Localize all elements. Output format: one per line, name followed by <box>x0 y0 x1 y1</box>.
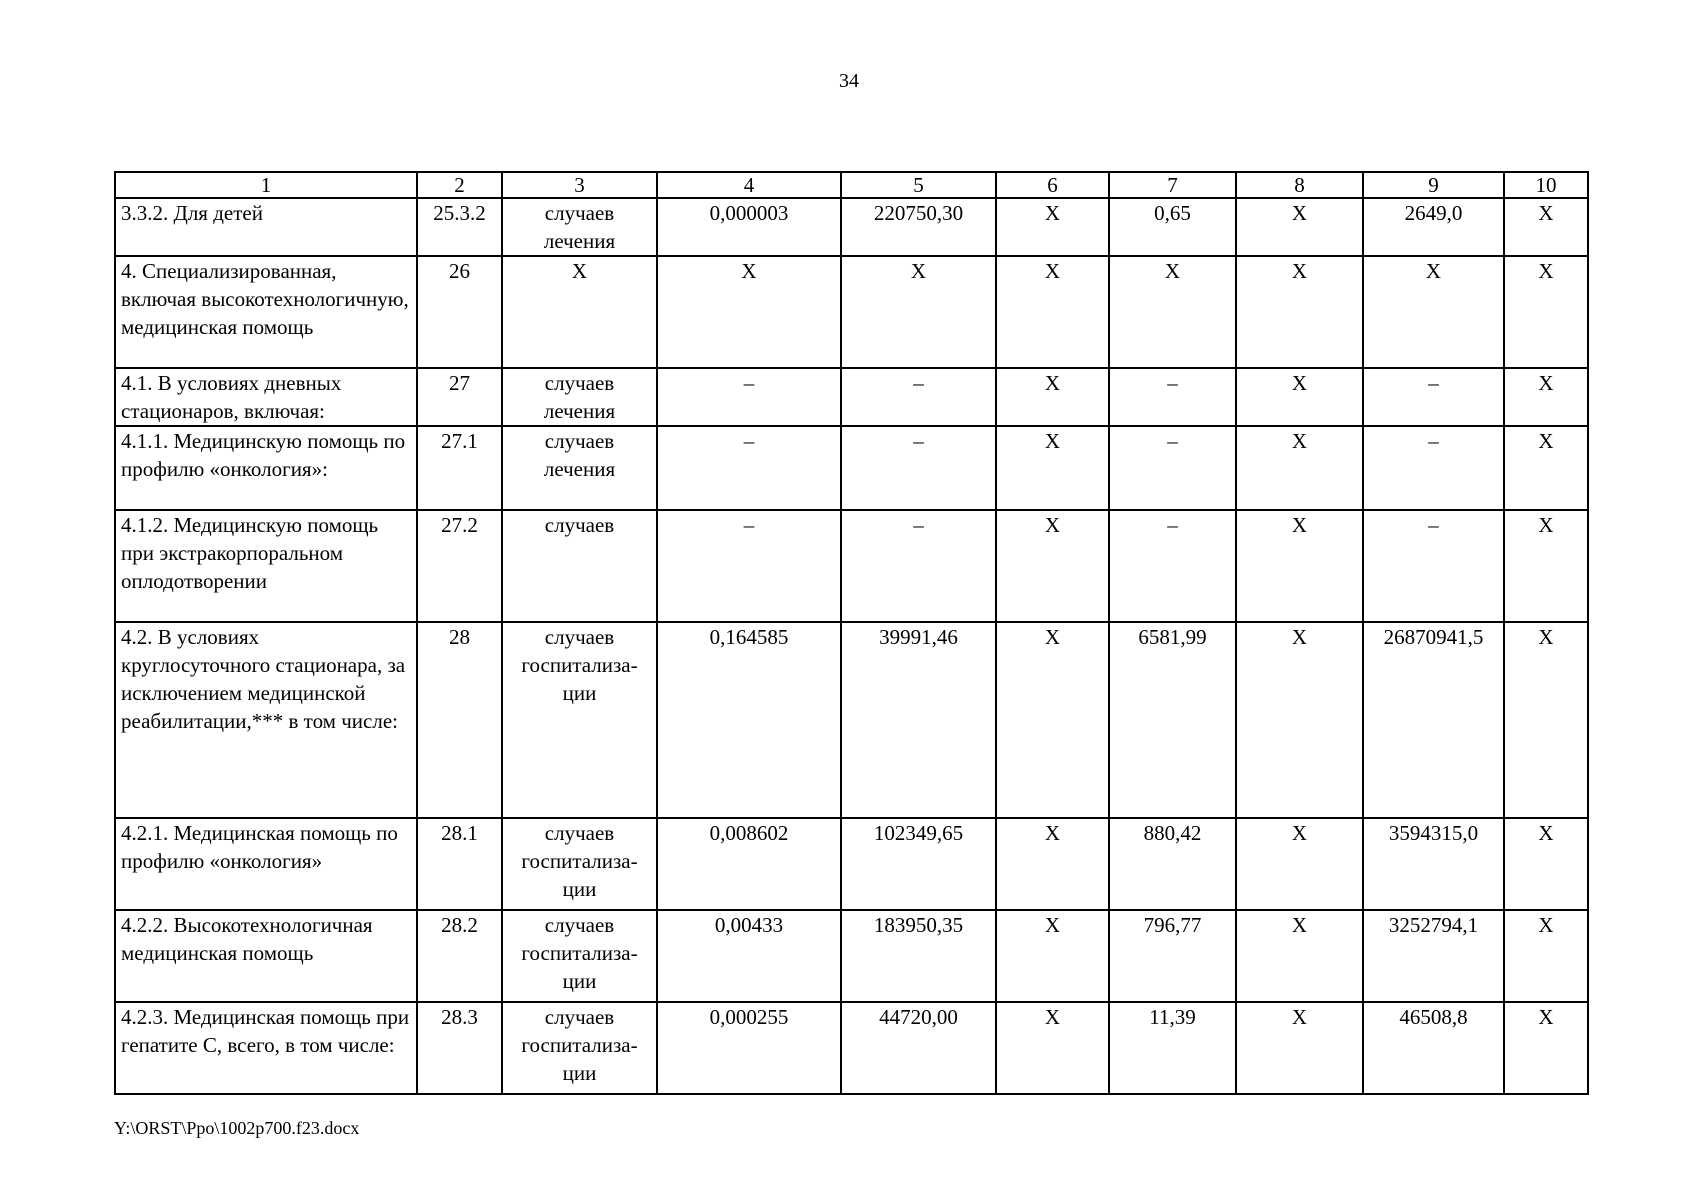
table-row <box>115 910 1588 1002</box>
table-cell: 102349,65 <box>841 818 996 910</box>
table-cell: Х <box>1236 256 1363 368</box>
row-label-cell: 3.3.2. Для детей <box>115 198 417 256</box>
table-cell: Х <box>1504 818 1588 910</box>
table-cell: Х <box>1504 426 1588 510</box>
table-cell: 2649,0 <box>1363 198 1504 256</box>
table-cell: – <box>657 426 841 510</box>
row-label-cell: 4.2.1. Медицинская помощь по профилю «онкология» <box>115 818 417 910</box>
table-row <box>115 426 1588 510</box>
table-cell: Х <box>1236 818 1363 910</box>
table-cell: Х <box>1504 256 1588 368</box>
table-cell: Х <box>996 622 1109 818</box>
table-cell: Х <box>1504 368 1588 426</box>
table-cell: Х <box>1504 198 1588 256</box>
page-number: 34 <box>839 70 859 92</box>
table-cell: Х <box>841 256 996 368</box>
table-cell: 0,00433 <box>657 910 841 1002</box>
table-cell: Х <box>1504 622 1588 818</box>
table-row <box>115 256 1588 368</box>
table-cell: 0,000255 <box>657 1002 841 1094</box>
table-cell: 26 <box>417 256 502 368</box>
table-cell: Х <box>996 510 1109 622</box>
header-cell: 3 <box>502 172 657 198</box>
table-cell: 46508,8 <box>1363 1002 1504 1094</box>
table-cell: 27.1 <box>417 426 502 510</box>
row-label-cell: 4. Специализированная, включая высокотехнологичную, медицинская помощь <box>115 256 417 368</box>
table-cell: Х <box>1504 510 1588 622</box>
table-cell: 28.2 <box>417 910 502 1002</box>
table-cell: Х <box>996 1002 1109 1094</box>
table-row <box>115 198 1588 256</box>
table-cell: Х <box>1236 426 1363 510</box>
table-cell: Х <box>1236 622 1363 818</box>
table-cell: Х <box>1236 368 1363 426</box>
table-cell: – <box>1109 368 1236 426</box>
table-cell: – <box>1109 426 1236 510</box>
table-cell: 0,164585 <box>657 622 841 818</box>
header-cell: 7 <box>1109 172 1236 198</box>
table-cell: 27.2 <box>417 510 502 622</box>
table-row <box>115 368 1588 426</box>
table-cell: Х <box>996 256 1109 368</box>
table-header-row <box>115 172 1588 198</box>
table-cell: случаев лечения <box>502 368 657 426</box>
header-cell: 2 <box>417 172 502 198</box>
table-cell: Х <box>996 910 1109 1002</box>
row-label-cell: 4.2.3. Медицинская помощь при гепатите С, всего, в том числе: <box>115 1002 417 1094</box>
table-cell: 28.1 <box>417 818 502 910</box>
table-cell: – <box>1363 426 1504 510</box>
table-cell: – <box>1109 510 1236 622</box>
table-row <box>115 818 1588 910</box>
table-cell: 27 <box>417 368 502 426</box>
header-cell: 9 <box>1363 172 1504 198</box>
table-cell: – <box>1363 368 1504 426</box>
row-label-cell: 4.1. В условиях дневных стационаров, включая: <box>115 368 417 426</box>
data-table <box>114 171 1589 1095</box>
table-cell: случаев лечения <box>502 426 657 510</box>
table-cell: Х <box>1236 510 1363 622</box>
table-cell: 6581,99 <box>1109 622 1236 818</box>
table-cell: Х <box>1363 256 1504 368</box>
table-cell: Х <box>1504 1002 1588 1094</box>
table-cell: – <box>841 368 996 426</box>
table-cell: случаев госпитализа-ции <box>502 818 657 910</box>
table-cell: Х <box>1109 256 1236 368</box>
table-cell: 0,000003 <box>657 198 841 256</box>
table-cell: 28 <box>417 622 502 818</box>
table-cell: 39991,46 <box>841 622 996 818</box>
table-cell: 0,008602 <box>657 818 841 910</box>
header-cell: 6 <box>996 172 1109 198</box>
table-cell: Х <box>1236 198 1363 256</box>
table-cell: 25.3.2 <box>417 198 502 256</box>
row-label-cell: 4.1.2. Медицинскую помощь при экстракорпоральном оплодотворении <box>115 510 417 622</box>
table-cell: 26870941,5 <box>1363 622 1504 818</box>
table-cell: Х <box>996 426 1109 510</box>
table-cell: 11,39 <box>1109 1002 1236 1094</box>
table-cell: Х <box>1236 910 1363 1002</box>
table-row <box>115 622 1588 818</box>
header-cell: 10 <box>1504 172 1588 198</box>
table-cell: 28.3 <box>417 1002 502 1094</box>
table-cell: случаев госпитализа-ции <box>502 622 657 818</box>
table-cell: – <box>841 510 996 622</box>
table-cell: 183950,35 <box>841 910 996 1002</box>
table-cell: 3252794,1 <box>1363 910 1504 1002</box>
table-cell: Х <box>657 256 841 368</box>
table-cell: Х <box>996 818 1109 910</box>
table-cell: случаев лечения <box>502 198 657 256</box>
footer-file-path: Y:\ORST\Ppo\1002p700.f23.docx <box>114 1118 360 1138</box>
table-row <box>115 1002 1588 1094</box>
table-cell: Х <box>1504 910 1588 1002</box>
table-cell: – <box>1363 510 1504 622</box>
table-cell: 880,42 <box>1109 818 1236 910</box>
table-cell: Х <box>996 368 1109 426</box>
row-label-cell: 4.2. В условиях круглосуточного стационара, за исключением медицинской реабилитации,*** в том числе: <box>115 622 417 818</box>
table-cell: Х <box>1236 1002 1363 1094</box>
table-cell: 220750,30 <box>841 198 996 256</box>
table-cell: случаев госпитализа-ции <box>502 910 657 1002</box>
table-cell: – <box>657 510 841 622</box>
table-cell: – <box>657 368 841 426</box>
header-cell: 5 <box>841 172 996 198</box>
table-cell: Х <box>502 256 657 368</box>
table-cell: случаев <box>502 510 657 622</box>
table-cell: случаев госпитализа-ции <box>502 1002 657 1094</box>
table-row <box>115 510 1588 622</box>
header-cell: 4 <box>657 172 841 198</box>
table-cell: 44720,00 <box>841 1002 996 1094</box>
header-cell: 8 <box>1236 172 1363 198</box>
table-cell: 0,65 <box>1109 198 1236 256</box>
row-label-cell: 4.2.2. Высокотехнологичная медицинская помощь <box>115 910 417 1002</box>
table-cell: 796,77 <box>1109 910 1236 1002</box>
row-label-cell: 4.1.1. Медицинскую помощь по профилю «онкология»: <box>115 426 417 510</box>
header-cell: 1 <box>115 172 417 198</box>
table-cell: – <box>841 426 996 510</box>
table-cell: Х <box>996 198 1109 256</box>
table-cell: 3594315,0 <box>1363 818 1504 910</box>
